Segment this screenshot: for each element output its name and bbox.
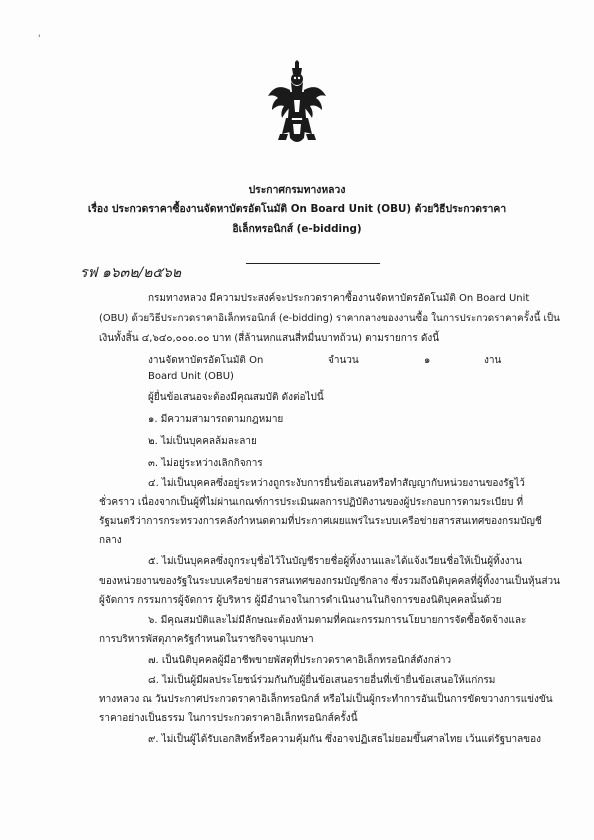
qualification-line: ทางหลวง ณ วันประกาศประกวดราคาอิเล็กทรอนิกส์ หรือไม่เป็นผู้กระทำการอันเป็นการขัดขวางการแข่งขัน xyxy=(99,694,553,705)
qualifications-intro: ผู้ยื่นข้อเสนอจะต้องมีคุณสมบัติ ดังต่อไปนี้ xyxy=(148,392,324,403)
qualification-line: ๓. ไม่อยู่ระหว่างเลิกกิจการ xyxy=(148,458,263,469)
title-underline xyxy=(246,263,380,264)
qualification-line: ๖. มีคุณสมบัติและไม่มีลักษณะต้องห้ามตามที่คณะกรรมการนโยบายการจัดซื้อจัดจ้างและ xyxy=(148,615,527,626)
item-qty-label: จำนวน xyxy=(328,355,359,366)
qualification-line: การบริหารพัสดุภาครัฐกำหนดในราชกิจจานุเบกษา xyxy=(99,634,314,645)
garuda-emblem xyxy=(266,60,328,150)
handwritten-reference: รฟ ๑๖๓๒/๒๕๖๒ xyxy=(80,265,182,281)
qualification-line: ชั่วคราว เนื่องจากเป็นผู้ที่ไม่ผ่านเกณฑ์การประเมินผลการปฏิบัติงานของผู้ประกอบการตามระเบียบ ที่ xyxy=(99,497,524,508)
qualification-line: ๒. ไม่เป็นบุคคลล้มละลาย xyxy=(148,436,257,447)
announcement-title: ประกาศกรมทางหลวง xyxy=(248,184,346,196)
qualification-line: รัฐมนตรีว่าการกระทรวงการคลังกำหนดตามที่ประกาศเผยแพร่ในระบบเครือข่ายสารสนเทศของกรมบัญชี xyxy=(99,516,542,527)
qualification-line: ของหน่วยงานของรัฐในระบบเครือข่ายสารสนเทศของกรมบัญชีกลาง ซึ่งรวมถึงนิติบุคคลที่ผู้ทิ้งงานเป็นหุ้นส่วน xyxy=(99,576,560,587)
intro-line-1: กรมทางหลวง มีความประสงค์จะประกวดราคาซื้องานจัดหาบัตรอัตโนมัติ On Board Unit xyxy=(148,293,530,304)
qualification-line: ๗. เป็นนิติบุคคลผู้มีอาชีพขายพัสดุที่ประกวดราคาอิเล็กทรอนิกส์ดังกล่าว xyxy=(148,655,452,666)
qualification-line: กลาง xyxy=(99,535,122,546)
qualification-line: ๔. ไม่เป็นบุคคลซึ่งอยู่ระหว่างถูกระงับการยื่นข้อเสนอหรือทำสัญญากับหน่วยงานของรัฐไว้ xyxy=(148,478,525,489)
item-unit: งาน xyxy=(484,355,502,366)
qualification-line: ๙. ไม่เป็นผู้ได้รับเอกสิทธิ์หรือความคุ้มกัน ซึ่งอาจปฏิเสธไม่ยอมขึ้นศาลไทย เว้นแต่รัฐบาลของ xyxy=(148,734,541,745)
qualification-line: ผู้จัดการ กรรมการผู้จัดการ ผู้บริหาร ผู้มีอำนาจในการดำเนินงานในกิจการของนิติบุคคลนั้นด้วย xyxy=(99,595,502,606)
item-name-line-1: งานจัดหาบัตรอัตโนมัติ On xyxy=(148,355,264,366)
qualification-line: ๘. ไม่เป็นผู้มีผลประโยชน์ร่วมกันกับผู้ยื่นข้อเสนอรายอื่นที่เข้ายื่นข้อเสนอให้แก่กรม xyxy=(148,675,496,686)
scan-speck: ' xyxy=(38,34,41,44)
qualification-line: ราคาอย่างเป็นธรรม ในการประกวดราคาอิเล็กทรอนิกส์ครั้งนี้ xyxy=(99,713,358,724)
qualification-line: ๕. ไม่เป็นบุคคลซึ่งถูกระบุชื่อไว้ในบัญชีรายชื่อผู้ทิ้งงานและได้แจ้งเวียนชื่อให้เป็นผู้ทิ้งงาน xyxy=(148,556,522,567)
subject-line-1: เรื่อง ประกวดราคาซื้องานจัดหาบัตรอัตโนมัติ On Board Unit (OBU) ด้วยวิธีประกวดราคา xyxy=(87,203,507,215)
intro-line-2: (OBU) ด้วยวิธีประกวดราคาอิเล็กทรอนิกส์ (e-bidding) ราคากลางของงานซื้อ ในการประกวดราคาครั้งนี้ เป็น xyxy=(99,313,560,324)
item-name-line-2: Board Unit (OBU) xyxy=(148,371,234,382)
subject-line-2: อิเล็กทรอนิกส์ (e-bidding) xyxy=(232,223,362,235)
intro-line-3: เงินทั้งสิ้น ๔,๖๔๐,๐๐๐.๐๐ บาท (สี่ล้านหกแสนสี่หมื่นบาทถ้วน) ตามรายการ ดังนี้ xyxy=(99,333,440,344)
item-qty-value: ๑ xyxy=(424,355,431,366)
qualification-line: ๑. มีความสามารถตามกฎหมาย xyxy=(148,414,284,425)
